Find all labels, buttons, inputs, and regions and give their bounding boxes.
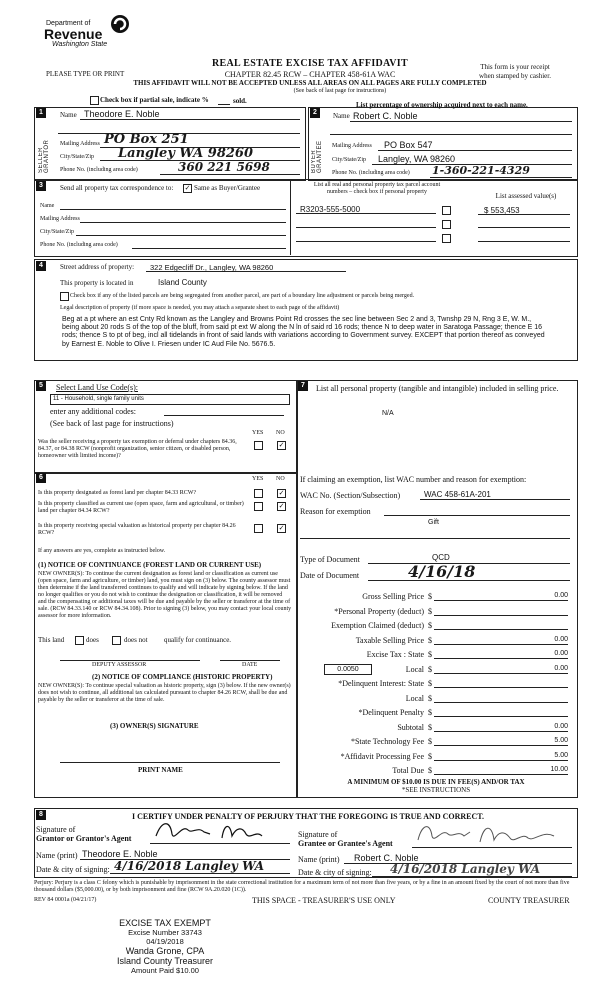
- grantor-sig-label-b: Grantor or Grantor's Agent: [36, 834, 132, 843]
- partial-sale-label: Check box if partial sale, indicate %: [100, 96, 209, 104]
- no-header-5: NO: [276, 430, 285, 436]
- buyer-phone-line: [430, 177, 572, 178]
- dept-line1: Department of: [46, 20, 91, 27]
- sold-label: sold.: [233, 97, 247, 105]
- tax-row-line: [434, 702, 568, 703]
- dor-logo-icon: [110, 14, 130, 34]
- yes-header-5: YES: [252, 430, 264, 436]
- partial-sale-checkbox[interactable]: [90, 96, 99, 105]
- tax-row-currency: $: [428, 650, 432, 659]
- tax-row: [300, 708, 570, 723]
- receipt-note-2: when stamped by cashier.: [479, 72, 551, 80]
- assessed-line-3[interactable]: [478, 241, 570, 242]
- additional-codes-label: enter any additional codes:: [50, 407, 136, 416]
- tax-row-label: *Affidavit Processing Fee: [340, 751, 424, 761]
- no-header-6: NO: [276, 476, 285, 482]
- parcel-line-1: [296, 213, 436, 214]
- local-rate-field[interactable]: 0.0050: [324, 664, 372, 675]
- personal-property-checkbox-3[interactable]: [442, 234, 451, 243]
- please-type: PLEASE TYPE OR PRINT: [46, 70, 125, 78]
- reason-label: Reason for exemption: [300, 507, 371, 516]
- doc-date-field[interactable]: 4/16/18: [408, 562, 476, 581]
- qualify-label: qualify for continuance.: [164, 636, 232, 644]
- personal-property-checkbox-1[interactable]: [442, 206, 451, 215]
- see-back-5: (See back of last page for instructions): [50, 419, 174, 428]
- doc-type-label: Type of Document: [300, 555, 360, 564]
- historic-question: Is this property receiving special valuation as historical property per chapter 84.26 RCW?: [38, 523, 236, 536]
- stamp-line-1: EXCISE TAX EXEMPT: [119, 918, 211, 928]
- parcel-header-2: numbers – check box if personal property: [327, 189, 427, 195]
- tax-row-label: *Delinquent Interest: State: [338, 679, 424, 688]
- grantor-date-line: [110, 873, 290, 874]
- seller-phone-field[interactable]: 360 221 5698: [178, 160, 270, 174]
- county-treasurer: COUNTY TREASURER: [488, 896, 570, 905]
- tax-row-currency: $: [428, 722, 432, 732]
- tax-row-currency: $: [428, 766, 432, 775]
- corr-phone-label: Phone No. (including area code): [40, 242, 118, 248]
- seller-name-line: [80, 119, 300, 120]
- deputy-signature-line[interactable]: [60, 660, 200, 661]
- tax-row-label: Gross Selling Price: [362, 592, 424, 601]
- grantee-date-field[interactable]: 4/16/2018 Langley WA: [390, 862, 541, 876]
- dor-logo: [44, 14, 134, 56]
- dept-line3: Washington State: [52, 41, 108, 48]
- dept-line2: Revenue: [44, 26, 103, 42]
- tax-row-currency: $: [428, 664, 432, 674]
- rev-number: REV 84 0001a (04/21/17): [34, 897, 97, 903]
- tax-row-value[interactable]: 5.00: [554, 737, 568, 744]
- grantor-date-field[interactable]: 4/16/2018 Langley WA: [114, 859, 265, 873]
- corr-name-label: Name: [40, 203, 55, 209]
- tax-row: [300, 679, 570, 694]
- tax-row-label: Total Due: [392, 766, 424, 775]
- tax-row-line: [434, 629, 568, 630]
- segregated-checkbox[interactable]: [60, 292, 69, 301]
- tax-row-label: Exemption Claimed (deduct): [331, 621, 424, 630]
- personal-property-label: List all personal property (tangible and intangible) included in selling price.: [316, 384, 559, 393]
- located-field[interactable]: Island County: [158, 278, 207, 287]
- buyer-side-label: BUYER GRANTEE: [311, 140, 323, 173]
- grantee-sig-label-a: Signature of: [298, 830, 338, 839]
- tax-row: [300, 737, 570, 752]
- tax-row-label: *State Technology Fee: [350, 737, 424, 746]
- tax-row-value[interactable]: 0.00: [554, 650, 568, 657]
- tax-row-line: [434, 658, 568, 659]
- yes-header-6: YES: [252, 476, 264, 482]
- grantor-signature: [152, 816, 282, 844]
- current-use-yes-checkbox[interactable]: [254, 502, 263, 511]
- section-8-number: 8: [36, 810, 46, 820]
- buyer-blank-line: [330, 134, 572, 135]
- perjury-statement: Perjury: Perjury is a class C felony which is punishable by imprisonment in the state correctional institution for a maximum term of not more than five years, or by a fine in an amount fixed by the court of not more than five thousand dollars ($5,000.00), or by both imprisonment and fine (RCW 9A.20.020 (1C)).: [34, 880, 570, 893]
- current-use-question: Is this property classified as current use (open space, farm and agricultural, or timber) land per chapter 84.34 RCW?: [38, 501, 244, 514]
- seller-side-label: SELLER GRANTOR: [38, 139, 50, 173]
- legal-description-text[interactable]: Beg at a pt where an est Cnty Rd known as the Langley and Browns Point Rd crosses the sec line between Sec 2 and 3, Twnshp 29 N, Rng 3 E, W. M., being about 20 rods S of the top of the bluff, from said pt ext W along the N ln of said rd 16 rods; thence N to deep water in Saratoga Passage; thence E 16 rods; thence S to pt of beg, incl all tidelands in front of said lands with variations according to Government survey. EXCEPT that portion thereof as conveyed by Earnest E. Noble to Olive I. Friesen under IC Aud File No. 5676.5.: [62, 316, 545, 348]
- notice-continuance-title: (1) NOTICE OF CONTINUANCE (FOREST LAND OR CURRENT USE): [38, 561, 262, 569]
- tax-row-currency: $: [428, 621, 432, 630]
- tax-row-line: [434, 673, 568, 674]
- assessed-value-field[interactable]: $ 553,453: [484, 206, 520, 215]
- this-land-label: This land: [38, 636, 65, 644]
- forest-no-checkbox[interactable]: [277, 489, 286, 498]
- forest-yes-checkbox[interactable]: [254, 489, 263, 498]
- does-not-label: does not: [124, 636, 148, 644]
- buyer-phone-field[interactable]: 1-360-221-4329: [432, 164, 530, 177]
- does-label: does: [86, 636, 99, 644]
- historic-no-checkbox[interactable]: [277, 524, 286, 533]
- owner-signature-label: (3) OWNER(S) SIGNATURE: [110, 722, 199, 730]
- does-checkbox[interactable]: [75, 636, 84, 645]
- does-not-checkbox[interactable]: [112, 636, 121, 645]
- corr-mailing-label: Mailing Address: [40, 216, 80, 222]
- buyer-name-line: [350, 121, 572, 122]
- stamp-line-4: Wanda Grone, CPA: [125, 946, 205, 956]
- tax-row: [300, 694, 570, 709]
- deputy-date-line[interactable]: [220, 660, 280, 661]
- tax-row: [300, 752, 570, 767]
- seller-phone-label: Phone No. (including area code): [60, 167, 138, 173]
- exemption-question: Was the seller receiving a property tax exemption or deferral under chapters 84.36, 84.37, or 84.38 RCW (nonprofit organization, senior citizen, or disabled person, homeowner with limited income)?: [38, 439, 237, 459]
- section-6-number: 6: [36, 473, 46, 483]
- wac-label: WAC No. (Section/Subsection): [300, 491, 401, 500]
- section-2-number: 2: [310, 108, 320, 118]
- buyer-phone-label: Phone No. (including area code): [332, 170, 410, 176]
- parcel-header-1: List all real and personal property tax parcel account: [313, 182, 441, 188]
- grantee-signature: [414, 818, 564, 848]
- reason-line: [384, 515, 570, 516]
- street-address-field[interactable]: 322 Edgecliff Dr., Langley, WA 98260: [150, 263, 274, 272]
- seller-name-label: Name: [60, 111, 77, 119]
- parcel-line-2[interactable]: [296, 227, 436, 228]
- ownership-note: List percentage of ownership acquired next to each name.: [356, 101, 528, 109]
- notice-compliance-text: NEW OWNER(S): To continue special valuation as historic property, sign (3) below. If the new owner(s) does not wish to continue, all additional tax calculated pursuant to chapter 84.26 RCW, shall be due and payable by the seller or transferor at the time of sale.: [38, 683, 291, 703]
- parcel-line-3[interactable]: [296, 241, 436, 242]
- grantee-date-line: [372, 876, 572, 877]
- street-address-label: Street address of property:: [60, 263, 135, 271]
- print-name-label: PRINT NAME: [138, 766, 183, 774]
- send-correspondence-label: Send all property tax correspondence to:: [60, 184, 174, 192]
- tax-row-label: *Delinquent Penalty: [358, 708, 424, 717]
- stamp-line-6: Amount Paid $10.00: [131, 966, 199, 975]
- seller-mailing-field[interactable]: PO Box 251: [104, 132, 189, 147]
- tax-row-label: Local: [405, 693, 424, 703]
- tax-rows: [300, 592, 570, 781]
- tax-row-line: [434, 760, 568, 761]
- tax-row: [300, 665, 570, 680]
- tax-row-label: Excise Tax : State: [366, 650, 424, 659]
- same-as-buyer-label: Same as Buyer/Grantee: [194, 184, 261, 192]
- seller-city-field[interactable]: Langley WA 98260: [118, 146, 254, 161]
- notice-compliance-title: (2) NOTICE OF COMPLIANCE (HISTORIC PROPERTY): [92, 673, 273, 681]
- tax-row-value[interactable]: 0.00: [554, 664, 568, 672]
- buyer-city-field[interactable]: Langley, WA 98260: [378, 154, 456, 164]
- legal-description-label: Legal description of property (if more space is needed, you may attach a separate sheet to each page of the affidavit): [60, 305, 340, 311]
- grantee-name-field[interactable]: Robert C. Noble: [354, 853, 419, 863]
- current-use-no-checkbox[interactable]: [277, 502, 286, 511]
- corr-city-line[interactable]: [76, 235, 286, 236]
- if-yes-note: If any answers are yes, complete as instructed below.: [38, 548, 166, 554]
- stamp-line-3: 04/19/2018: [146, 937, 184, 946]
- tax-row: [300, 636, 570, 651]
- tax-row-line: [434, 774, 568, 775]
- located-label: This property is located in: [60, 279, 134, 287]
- additional-codes-input[interactable]: [164, 415, 284, 416]
- tax-row-currency: $: [428, 679, 432, 688]
- wac-field[interactable]: WAC 458-61A-201: [424, 490, 491, 499]
- tax-row-currency: $: [428, 606, 432, 616]
- parcel-number-field[interactable]: R3203-555-5000: [300, 205, 361, 214]
- assessed-line-1: [478, 214, 570, 215]
- section-1-number: 1: [36, 108, 46, 118]
- minimum-note: A MINIMUM OF $10.00 IS DUE IN FEE(S) AND/OR TAX: [347, 778, 525, 786]
- buyer-city-label: City/State/Zip: [332, 157, 366, 163]
- corr-city-label: City/State/Zip: [40, 229, 74, 235]
- deputy-date-label: DATE: [242, 662, 258, 668]
- receipt-note-1: This form is your receipt: [480, 63, 550, 71]
- doc-date-label: Date of Document: [300, 571, 360, 580]
- tax-row-currency: $: [428, 693, 432, 703]
- reason-field[interactable]: Gift: [428, 519, 439, 526]
- tax-row-currency: $: [428, 635, 432, 645]
- stamp-line-5: Island County Treasurer: [116, 956, 214, 966]
- tax-row-line: [434, 731, 568, 732]
- exemption-no-checkbox[interactable]: [277, 441, 286, 450]
- tax-row: [300, 723, 570, 738]
- tax-row-currency: $: [428, 737, 432, 746]
- section-6-forest: [34, 472, 298, 798]
- doc-type-field[interactable]: QCD: [432, 553, 450, 562]
- tax-row-line: [434, 600, 568, 601]
- section-7-number: 7: [298, 381, 308, 391]
- grantor-name-label: Name (print): [36, 851, 78, 860]
- exemption-yes-checkbox[interactable]: [254, 441, 263, 450]
- tax-row-line: [434, 745, 568, 746]
- buyer-mailing-line: [378, 150, 572, 151]
- buyer-name-field[interactable]: Robert C. Noble: [353, 111, 418, 121]
- section-3-number: 3: [36, 181, 46, 191]
- grantor-sig-label-a: Signature of: [36, 825, 76, 834]
- partial-sale-pct[interactable]: [218, 104, 230, 105]
- certify-statement: I CERTIFY UNDER PENALTY OF PERJURY THAT THE FOREGOING IS TRUE AND CORRECT.: [132, 812, 485, 821]
- corr-name-line[interactable]: [60, 209, 286, 210]
- grantee-sig-label-b: Grantee or Grantee's Agent: [298, 839, 393, 848]
- exempt-stamp: [100, 918, 230, 975]
- personal-property-value[interactable]: N/A: [382, 410, 394, 417]
- seller-name-field[interactable]: Theodore E. Noble: [84, 109, 160, 119]
- tax-row-line: [434, 644, 568, 645]
- reason-line-2: [300, 538, 570, 539]
- same-as-buyer-checkbox[interactable]: [183, 184, 192, 193]
- tax-row-label: Subtotal: [397, 722, 424, 732]
- tax-row-value[interactable]: 0.00: [554, 722, 568, 730]
- buyer-name-label: Name: [333, 112, 350, 120]
- tax-row-line: [434, 687, 568, 688]
- seller-mailing-label: Mailing Address: [60, 141, 100, 147]
- warning: THIS AFFIDAVIT WILL NOT BE ACCEPTED UNLESS ALL AREAS ON ALL PAGES ARE FULLY COMPLETED: [133, 79, 487, 87]
- land-use-label: Select Land Use Code(s):: [56, 383, 138, 392]
- grantee-name-label: Name (print): [298, 855, 340, 864]
- tax-row-currency: $: [428, 592, 432, 601]
- grantor-date-label: Date & city of signing:: [36, 865, 110, 874]
- tax-row-line: [434, 716, 568, 717]
- land-use-select[interactable]: 11 - Household, single family units: [50, 394, 290, 405]
- section-5-number: 5: [36, 381, 46, 391]
- section-3-divider: [290, 179, 291, 255]
- personal-property-checkbox-2[interactable]: [442, 220, 451, 229]
- grantor-name-field[interactable]: Theodore E. Noble: [82, 849, 158, 859]
- historic-yes-checkbox[interactable]: [254, 524, 263, 533]
- section-4-number: 4: [36, 261, 46, 271]
- tax-row-currency: $: [428, 708, 432, 717]
- notice-continuance-text: NEW OWNER(S): To continue the current designation as forest land or classification as current use (open space, farm and agriculture, or timber) land, you must sign on (3) below. The county assessor must then determine if the land transferred continues to qualify and will indicate by signing below. If the land no longer qualifies or you do not wish to continue the designation or classification, it will be removed and the compensating or additional taxes will be due and payable by the seller or transferor at the time of sale. (RCW 84.33.140 or RCW 84.34.108). Prior to signing (3) below, you may contact your local county assessor for more information.: [38, 571, 292, 619]
- buyer-mailing-field[interactable]: PO Box 547: [384, 140, 433, 150]
- form-subtitle: CHAPTER 82.45 RCW – CHAPTER 458-61A WAC: [224, 70, 396, 79]
- tax-row-value[interactable]: 10.00: [550, 766, 568, 773]
- assessed-header: List assessed value(s): [495, 192, 557, 200]
- tax-row-label: Local: [405, 664, 424, 674]
- tax-row-label: *Personal Property (deduct): [334, 606, 424, 616]
- tax-row-value[interactable]: 5.00: [554, 751, 568, 759]
- deputy-assessor-label: DEPUTY ASSESSOR: [92, 662, 147, 668]
- see-back-header: (See back of last page for instructions): [293, 88, 387, 94]
- seller-city-label: City/State/Zip: [60, 154, 94, 160]
- corr-mailing-line[interactable]: [80, 222, 286, 223]
- tax-row: [300, 607, 570, 622]
- tax-row: [300, 592, 570, 607]
- tax-row: [300, 621, 570, 636]
- see-instructions-note: *SEE INSTRUCTIONS: [401, 786, 471, 794]
- tax-row-line: [434, 615, 568, 616]
- tax-row-value[interactable]: 0.00: [554, 635, 568, 643]
- stamp-line-2: Excise Number 33743: [128, 928, 202, 937]
- segregated-label: Check box if any of the listed parcels are being segregated from another parcel, are part of a boundary line adjustment or parcels being merged.: [70, 293, 415, 299]
- tax-row-label: Taxable Selling Price: [355, 635, 424, 645]
- buyer-mailing-label: Mailing Address: [332, 143, 372, 149]
- treasurer-use-only: THIS SPACE - TREASURER'S USE ONLY: [252, 896, 396, 905]
- corr-phone-line[interactable]: [132, 248, 286, 249]
- seller-phone-line: [160, 174, 300, 175]
- owner-signature-line[interactable]: [60, 762, 280, 763]
- grantee-date-label: Date & city of signing:: [298, 868, 372, 877]
- forest-question: Is this property designated as forest land per chapter 84.33 RCW?: [38, 490, 197, 496]
- wac-line: [420, 499, 570, 500]
- assessed-line-2[interactable]: [478, 227, 570, 228]
- form-title: REAL ESTATE EXCISE TAX AFFIDAVIT: [212, 58, 408, 69]
- exemption-intro: If claiming an exemption, list WAC number and reason for exemption:: [300, 475, 527, 484]
- tax-row-currency: $: [428, 751, 432, 761]
- tax-row: [300, 650, 570, 665]
- tax-row-value[interactable]: 0.00: [554, 592, 568, 599]
